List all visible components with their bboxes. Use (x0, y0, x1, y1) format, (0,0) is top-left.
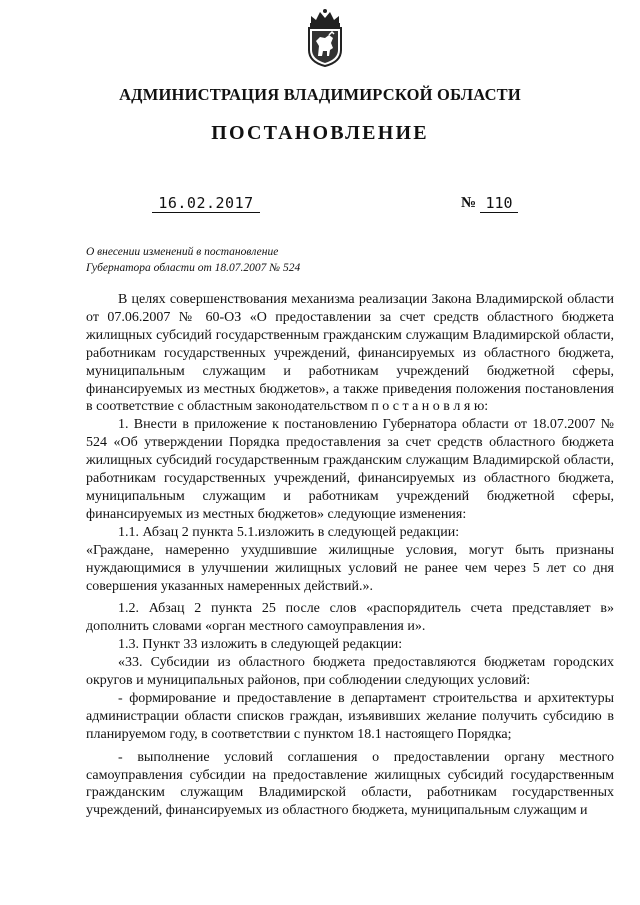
document-type-title: ПОСТАНОВЛЕНИЕ (211, 122, 429, 144)
paragraph-item-1-1: 1.1. Абзац 2 пункта 5.1.изложить в следующей редакции: (118, 524, 460, 540)
paragraph-preamble: В целях совершенствования механизма реализации Закона Владимирской области от 07.06.2007 № 60-ОЗ «О предоставлении за счет средств областного бюджета жилищных субсидий государственным гражданским служащим Владимирской области, работникам государственных учреждений, финансируемых из областного бюджета, муниципальным служащим и работникам учреждений бюджетной сферы, финансируемых из местных бюджетов», а также приведения положения постановления в соответствие с областным законодательством п о с т а н о в л я ю: (86, 292, 614, 415)
organization-title: АДМИНИСТРАЦИЯ ВЛАДИМИРСКОЙ ОБЛАСТИ (119, 85, 521, 104)
paragraph-item-1-3: 1.3. Пункт 33 изложить в следующей редакции: (118, 637, 403, 653)
paragraph-item-1: 1. Внести в приложение к постановлению Губернатора области от 18.07.2007 № 524 «Об утверждении Порядка предоставления за счет средств областного бюджета жилищных субсидий государственным гражданским служащим Владимирской области, работникам государственных учреждений, финансируемых из областного бюджета, муниципальным служащим и работникам учреждений бюджетной сферы, финансируемых из местных бюджетов» следующие изменения: (86, 417, 614, 522)
document-number-label: № (461, 195, 477, 211)
subject-line-2: Губернатора области от 18.07.2007 № 524 (86, 262, 301, 274)
paragraph-item-1-2: 1.2. Абзац 2 пункта 25 после слов «распорядитель счета представляет в» дополнить словами «орган местного самоуправления и». (86, 601, 614, 635)
document-number: 110 (480, 195, 518, 213)
subject-line-1: О внесении изменений в постановление (86, 246, 279, 258)
paragraph-quote-33: «33. Субсидии из областного бюджета предоставляются бюджетам городских округов и муниципальных районов, при соблюдении следующих условий: (86, 655, 614, 689)
document-date: 16.02.2017 (152, 195, 260, 213)
document-body (86, 291, 614, 820)
paragraph-quote-5-1: «Граждане, намеренно ухудшившие жилищные условия, могут быть признаны нуждающимися в улучшении жилищных условий не ранее чем через 5 лет со дня совершения указанных намеренных действий.». (86, 542, 614, 594)
paragraph-condition-1: - формирование и предоставление в департамент строительства и архитектуры администрации области списков граждан, изъявивших желание получить субсидию в планируемом году, в соответствии с пунктом 18.1 настоящего Порядка; (86, 690, 614, 742)
coat-of-arms-icon (303, 8, 347, 68)
document-subject (86, 244, 300, 276)
paragraph-condition-2: - выполнение условий соглашения о предоставлении органу местного самоуправления субсидии на предоставление жилищных субсидий государственным гражданским служащим Владимирской области, работникам государственных учреждений, финансируемых из областного бюджета, муниципальным служащим и (86, 749, 614, 819)
